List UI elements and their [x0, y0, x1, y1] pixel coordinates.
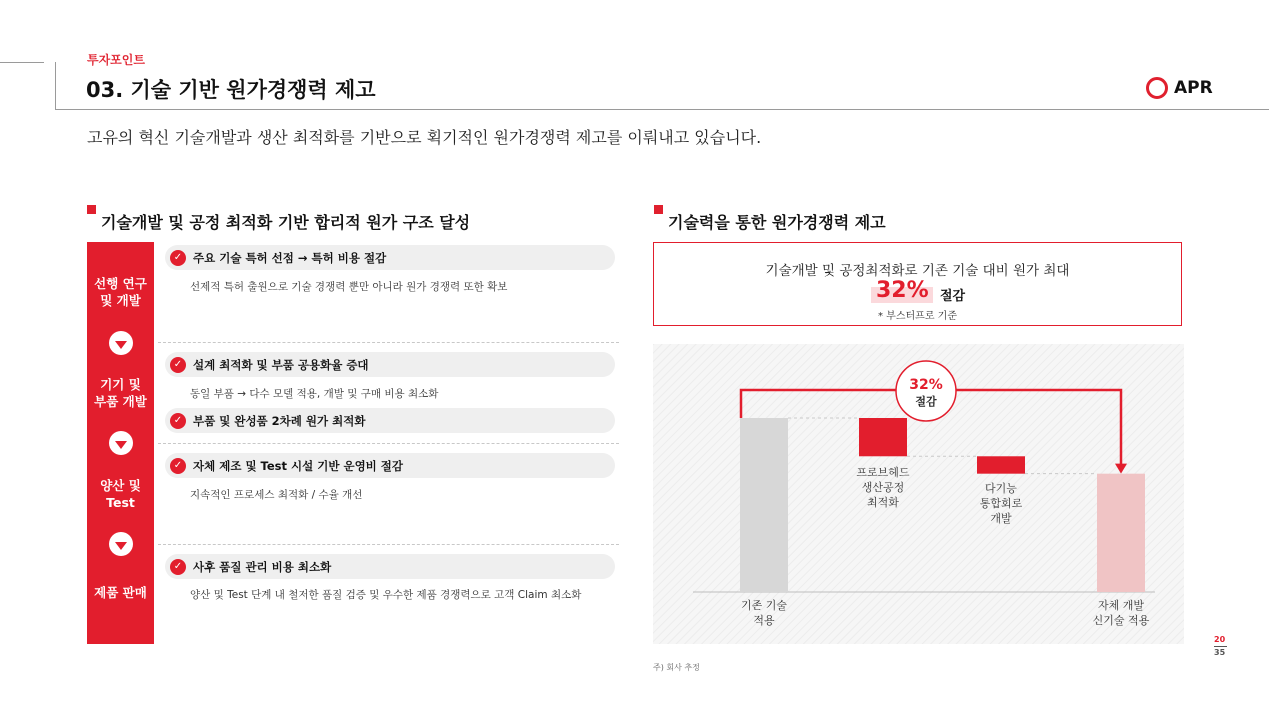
bar-decrease	[859, 418, 907, 456]
point-title: 부품 및 완성품 2차례 원가 최적화	[193, 413, 366, 428]
check-icon: ✓	[170, 250, 186, 266]
page-title: 03. 기술 기반 원가경쟁력 제고	[86, 78, 376, 102]
page-subtitle: 고유의 혁신 기술개발과 생산 최적화를 기반으로 획기적인 원가경쟁력 제고를 이뤄내고 있습니다.	[87, 128, 762, 147]
point-pill	[165, 245, 615, 270]
category-label-line: 적용	[753, 614, 775, 627]
summary-note: * 부스터프로 기준	[878, 311, 957, 322]
check-icon: ✓	[170, 559, 186, 575]
header-line-bottom	[55, 109, 1269, 110]
category-label-line: 최적화	[867, 496, 899, 509]
check-icon: ✓	[170, 413, 186, 429]
point-pill	[165, 352, 615, 377]
category-label-line: 다기능	[985, 482, 1017, 495]
cost-waterfall-chart	[653, 344, 1184, 644]
summary-text: 기술개발 및 공정최적화로 기존 기술 대비 원가 최대	[765, 263, 1070, 279]
right-section-bullet	[654, 205, 663, 214]
divider	[158, 443, 619, 444]
point-desc: 지속적인 프로세스 최적화 / 수율 개선	[190, 489, 363, 501]
stage-2-label	[87, 376, 154, 410]
stage-1-line-2: 및 개발	[100, 293, 141, 308]
stage-4-label: 제품 판매	[94, 585, 147, 600]
callout-value: 32%	[909, 377, 943, 393]
point-desc: 동일 부품 → 다수 모델 적용, 개발 및 구매 비용 최소화	[190, 388, 439, 400]
bar-result	[1097, 474, 1145, 592]
callout-label: 절감	[915, 395, 937, 408]
page-number-divider	[1214, 646, 1227, 647]
right-section-title: 기술력을 통한 원가경쟁력 제고	[668, 213, 886, 232]
stage-3-line-1: 양산 및	[100, 478, 141, 493]
divider	[158, 544, 619, 545]
category-label-line: 통합회로	[979, 497, 1023, 510]
point-pill	[165, 408, 615, 433]
header-line-vertical	[55, 62, 56, 110]
point-title: 자체 제조 및 Test 시설 기반 운영비 절감	[193, 458, 404, 473]
check-icon: ✓	[170, 357, 186, 373]
logo-text: APR	[1174, 78, 1213, 98]
summary-percent-suffix: 절감	[940, 289, 966, 304]
category-label-line: 자체 개발	[1097, 599, 1145, 612]
point-title: 설계 최적화 및 부품 공용화율 증대	[193, 357, 369, 372]
category-label-line: 개발	[990, 512, 1012, 525]
category-label-line: 신기술 적용	[1092, 614, 1150, 627]
point-desc: 양산 및 Test 단계 내 철저한 품질 검증 및 우수한 제품 경쟁력으로 고객 Claim 최소화	[190, 589, 582, 601]
point-title: 사후 품질 관리 비용 최소화	[193, 559, 332, 574]
stage-3-label	[87, 477, 154, 511]
point-pill	[165, 453, 615, 478]
logo-ring-icon	[1146, 77, 1168, 99]
stage-arrow-down-icon	[109, 331, 133, 355]
header-line-left	[0, 62, 44, 63]
point-title: 주요 기술 특허 선점 → 특허 비용 절감	[193, 250, 387, 265]
left-section-title: 기술개발 및 공정 최적화 기반 합리적 원가 구조 달성	[101, 213, 471, 232]
stage-1-label	[87, 275, 154, 309]
category-label-line: 프로브헤드	[856, 466, 910, 479]
check-icon: ✓	[170, 458, 186, 474]
page-number-total: 35	[1214, 648, 1226, 657]
stage-arrow-down-icon	[109, 532, 133, 556]
category-label-line: 기존 기술	[740, 599, 788, 612]
stage-arrow-down-icon	[109, 431, 133, 455]
summary-percent: 32%	[876, 278, 929, 303]
stage-2-line-1: 기기 및	[100, 377, 141, 392]
divider	[158, 342, 619, 343]
section-label: 투자포인트	[87, 53, 145, 67]
stage-1-line-1: 선행 연구	[94, 276, 147, 291]
bar-base	[740, 418, 788, 592]
point-desc: 선제적 특허 출원으로 기술 경쟁력 뿐만 아니라 원가 경쟁력 또한 확보	[190, 281, 508, 293]
point-pill	[165, 554, 615, 579]
stage-3-line-2: Test	[106, 495, 135, 510]
category-label-line: 생산공정	[861, 481, 905, 494]
bar-decrease	[977, 456, 1025, 473]
footnote: 주) 회사 추정	[653, 663, 700, 672]
stage-2-line-2: 부품 개발	[94, 394, 147, 409]
left-section-bullet	[87, 205, 96, 214]
company-logo	[1146, 77, 1213, 99]
page-number-current: 20	[1214, 635, 1226, 644]
